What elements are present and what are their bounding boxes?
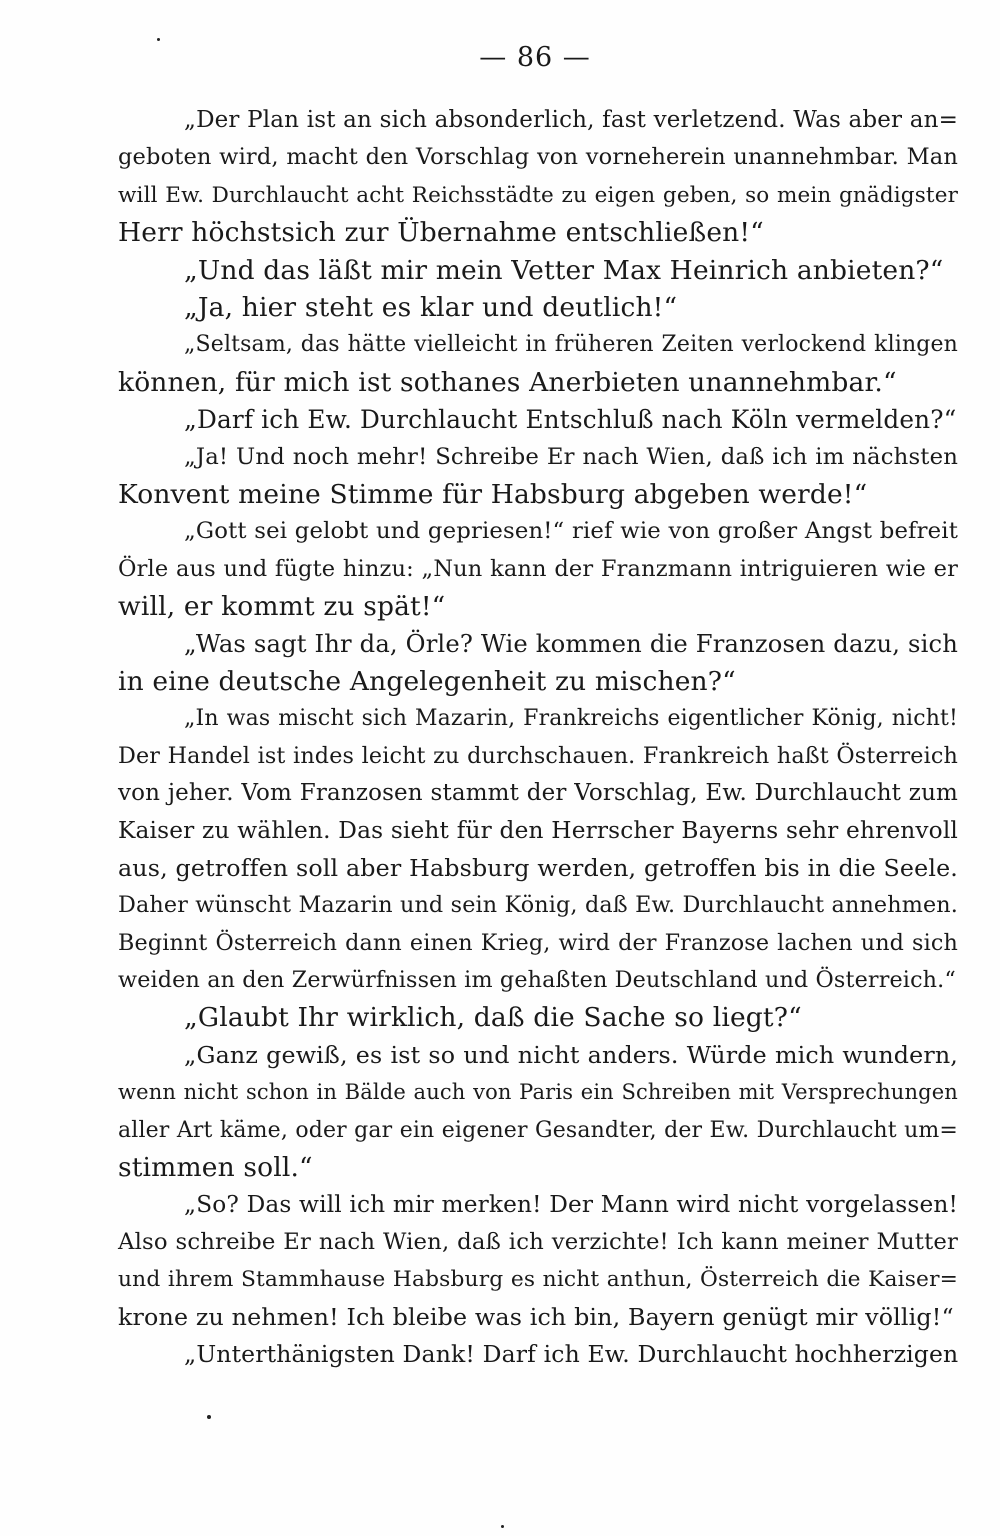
text-line: „So? Das will ich mir merken! Der Mann wird nicht vorgelassen! (184, 1191, 958, 1219)
text-line: „Gott sei gelobt und gepriesen!“ rief wie von großer Angst befreit (184, 518, 958, 545)
text-line: weiden an den Zerwürfnissen im gehaßten Deutschland und Österreich.“ (118, 966, 956, 993)
text-line: will, er kommt zu spät!“ (118, 591, 446, 623)
text-line: Daher wünscht Mazarin und sein König, daß Ew. Durchlaucht annehmen. (118, 892, 958, 919)
text-line: Örle aus und fügte hinzu: „Nun kann der Franzmann intriguieren wie er (118, 555, 958, 582)
scan-speck (501, 1525, 504, 1528)
text-line: aus, getroffen soll aber Habsburg werden, getroffen bis in die Seele. (118, 853, 958, 882)
scan-speck (157, 38, 160, 41)
text-line: von jeher. Vom Franzosen stammt der Vorschlag, Ew. Durchlaucht zum (118, 780, 958, 807)
page-number: — 86 — (479, 42, 591, 73)
text-line: „Und das läßt mir mein Vetter Max Heinrich anbieten?“ (184, 254, 944, 286)
text-line: können, für mich ist sothanes Anerbieten unannehmbar.“ (118, 366, 897, 398)
text-line: „Seltsam, das hätte vielleicht in früheren Zeiten verlockend klingen (184, 332, 958, 358)
text-line: „Unterthänigsten Dank! Darf ich Ew. Durchlaucht hochherzigen (184, 1339, 959, 1368)
text-line: krone zu nehmen! Ich bleibe was ich bin, Bayern genügt mir völlig!“ (118, 1302, 954, 1331)
text-line: Herr höchstsich zur Übernahme entschließen!“ (118, 217, 764, 249)
text-line: Also schreibe Er nach Wien, daß ich verzichte! Ich kann meiner Mutter (118, 1228, 958, 1255)
text-line: geboten wird, macht den Vorschlag von vorneherein unannehmbar. Man (118, 144, 958, 171)
text-line: stimmen soll.“ (118, 1151, 313, 1183)
text-line: aller Art käme, oder gar ein eigener Gesandter, der Ew. Durchlaucht um= (118, 1117, 958, 1143)
text-line: Konvent meine Stimme für Habsburg abgeben werde!“ (118, 478, 868, 510)
text-line: Kaiser zu wählen. Das sieht für den Herrscher Bayerns sehr ehrenvoll (118, 817, 958, 845)
text-line: „In was mischt sich Mazarin, Frankreichs eigentlicher König, nicht! (184, 706, 958, 732)
text-line: „Darf ich Ew. Durchlaucht Entschluß nach Köln vermelden?“ (184, 405, 957, 435)
text-line: „Ja, hier steht es klar und deutlich!“ (184, 291, 678, 323)
text-line: und ihrem Stammhause Habsburg es nicht anthun, Österreich die Kaiser= (118, 1267, 958, 1293)
text-line: Beginnt Österreich dann einen Krieg, wird der Franzose lachen und sich (118, 929, 958, 956)
text-line: „Was sagt Ihr da, Örle? Wie kommen die Franzosen dazu, sich (184, 629, 958, 659)
text-line: in eine deutsche Angelegenheit zu mischen?“ (118, 665, 736, 697)
text-line: „Ja! Und noch mehr! Schreibe Er nach Wien, daß ich im nächsten (184, 443, 958, 470)
text-line: wenn nicht schon in Bälde auch von Paris ein Schreiben mit Versprechungen (118, 1080, 958, 1105)
text-line: „Glaubt Ihr wirklich, daß die Sache so liegt?“ (184, 1002, 802, 1034)
text-line: „Ganz gewiß, es ist so und nicht anders. Würde mich wundern, (184, 1040, 958, 1069)
text-line: will Ew. Durchlaucht acht Reichsstädte zu eigen geben, so mein gnädigster (118, 182, 958, 208)
text-line: „Der Plan ist an sich absonderlich, fast verletzend. Was aber an= (184, 107, 958, 133)
body-text (118, 102, 958, 1373)
text-line: Der Handel ist indes leicht zu durchschauen. Frankreich haßt Österreich (118, 742, 958, 769)
scan-speck (207, 1415, 211, 1419)
